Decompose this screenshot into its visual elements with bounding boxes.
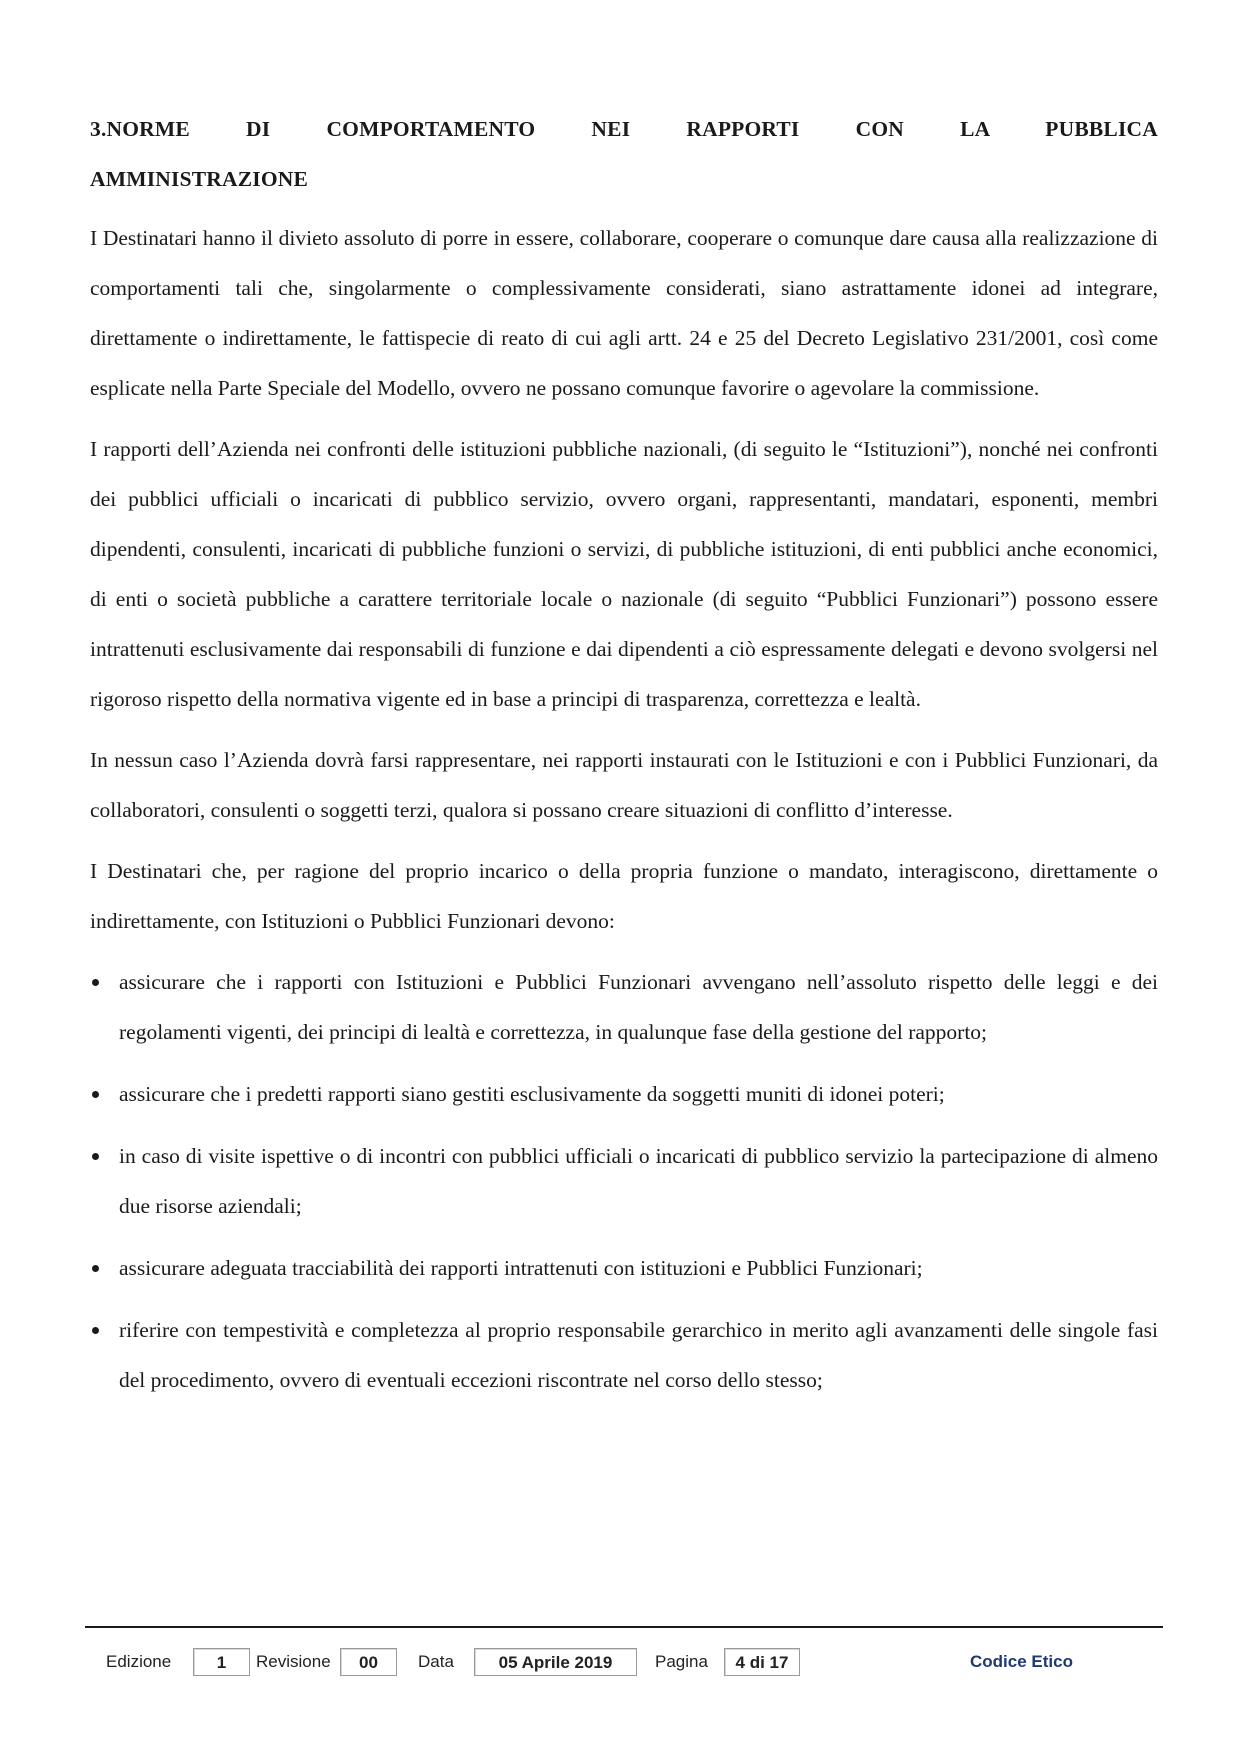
section-heading-line2: AMMINISTRAZIONE <box>90 167 309 191</box>
bullet-icon <box>92 1265 99 1272</box>
obligations-list <box>90 957 1158 1405</box>
paragraph: I rapporti dell’Azienda nei confronti delle istituzioni pubbliche nazionali, (di seguito le “Istituzioni”), nonché nei confronti dei pubblici ufficiali o incaricati di pubblico servizio, ovvero organi, rappresentanti, mandatari, esponenti, membri dipendenti, consulenti, incaricati di pubbliche funzioni o servizi, di pubbliche istituzioni, di enti pubblici anche economici, di enti o società pubbliche a carattere territoriale locale o nazionale (di seguito “Pubblici Funzionari”) possono essere intrattenuti esclusivamente dai responsabili di funzione e dai dipendenti a ciò espressamente delegati e devono svolgersi nel rigoroso rispetto della normativa vigente ed in base a principi di trasparenza, correttezza e lealtà. <box>90 437 1158 711</box>
footer-divider <box>85 1626 1163 1628</box>
date-value: 05 Aprile 2019 <box>474 1648 637 1676</box>
list-item <box>90 1131 1158 1231</box>
list-item <box>90 1069 1158 1119</box>
revision-value: 00 <box>340 1648 397 1676</box>
section-heading-line1: 3.NORME DI COMPORTAMENTO NEI RAPPORTI CON LA PUBBLICA <box>90 117 1158 141</box>
edition-value: 1 <box>193 1648 250 1676</box>
bullet-icon <box>92 1327 99 1334</box>
document-page <box>90 104 1158 1417</box>
edition-label: Edizione <box>106 1652 172 1671</box>
list-item-text: assicurare che i predetti rapporti siano gestiti esclusivamente da soggetti muniti di idonei poteri; <box>119 1082 945 1106</box>
bullet-icon <box>92 1153 99 1160</box>
list-item-text: in caso di visite ispettive o di incontri con pubblici ufficiali o incaricati di pubblico servizio la partecipazione di almeno due risorse aziendali; <box>119 1144 1158 1218</box>
paragraph: In nessun caso l’Azienda dovrà farsi rappresentare, nei rapporti instaurati con le Istituzioni e con i Pubblici Funzionari, da collaboratori, consulenti o soggetti terzi, qualora si possano creare situazioni di conflitto d’interesse. <box>90 748 1158 822</box>
list-item-text: riferire con tempestività e completezza al proprio responsabile gerarchico in merito agli avanzamenti delle singole fasi del procedimento, ovvero di eventuali eccezioni riscontrate nel corso dello stesso; <box>119 1318 1158 1392</box>
revision-label: Revisione <box>256 1652 331 1671</box>
page-label: Pagina <box>655 1652 708 1671</box>
page-number: 4 di 17 <box>724 1648 800 1676</box>
list-item-text: assicurare che i rapporti con Istituzioni e Pubblici Funzionari avvengano nell’assoluto rispetto delle leggi e dei regolamenti vigenti, dei principi di lealtà e correttezza, in qualunque fase della gestione del rapporto; <box>119 970 1158 1044</box>
list-item <box>90 1305 1158 1405</box>
document-title: Codice Etico <box>970 1652 1073 1671</box>
bullet-icon <box>92 979 99 986</box>
list-item <box>90 957 1158 1057</box>
bullet-icon <box>92 1091 99 1098</box>
paragraph: I Destinatari che, per ragione del proprio incarico o della propria funzione o mandato, interagiscono, direttamente o indirettamente, con Istituzioni o Pubblici Funzionari devono: <box>90 859 1158 933</box>
list-item-text: assicurare adeguata tracciabilità dei rapporti intrattenuti con istituzioni e Pubblici Funzionari; <box>119 1256 923 1280</box>
list-item <box>90 1243 1158 1293</box>
section-heading <box>90 104 1158 204</box>
date-label: Data <box>418 1652 454 1671</box>
paragraph: I Destinatari hanno il divieto assoluto di porre in essere, collaborare, cooperare o comunque dare causa alla realizzazione di comportamenti tali che, singolarmente o complessivamente considerati, siano astrattamente idonei ad integrare, direttamente o indirettamente, le fattispecie di reato di cui agli artt. 24 e 25 del Decreto Legislativo 231/2001, così come esplicate nella Parte Speciale del Modello, ovvero ne possano comunque favorire o agevolare la commissione. <box>90 226 1158 400</box>
